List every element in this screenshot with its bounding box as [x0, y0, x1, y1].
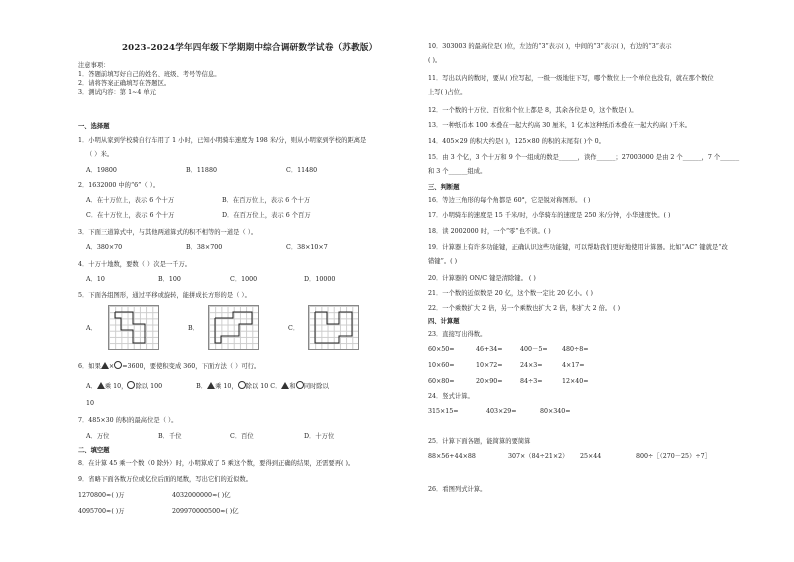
q25-text: 25．计算下面各题，能简算的要简算	[428, 438, 531, 445]
q6-opt-b-text: 乘 10，	[215, 383, 238, 390]
q9-r2-b: 209970000500≈( )亿	[172, 508, 239, 515]
q11-text: 11．写出以内的数时，要从( )位写起，一级一级地往下写，哪个数位上一个单位也没有，就在那个数位	[428, 75, 714, 82]
q16-text: 16．等边三角形的每个角都是 60°，它是锐对称图形。 ( )	[428, 197, 591, 204]
triangle-icon	[97, 382, 105, 389]
q25-c1: 88×56+44×88	[428, 453, 476, 460]
q23-r2-c1: 10×60=	[428, 362, 455, 369]
q1-text: 1．小明从家到学校骑自行车用了 1 小时，已知小明骑车速度为 198 米/分，则从小明家到学校的距离是	[78, 137, 367, 144]
q6-options	[86, 381, 329, 391]
q9-r1-b: 4032000000≈( )亿	[172, 492, 231, 499]
q26-text: 26．看图列式计算。	[428, 486, 487, 493]
q23-r2-c4: 4×17=	[562, 362, 585, 369]
q23-r1-c2: 46+34=	[476, 346, 503, 353]
q14-text: 14．405×29 的积大约是( )，125×80 的积的末尾有( )个 0。	[428, 138, 605, 145]
q6-text	[78, 361, 260, 371]
q3-opt-a: A．380×70	[86, 244, 123, 251]
section-fill: 二、填空题	[78, 447, 110, 454]
q5-figure-a	[108, 305, 159, 350]
section-calc: 四、计算题	[428, 318, 460, 325]
notes-heading: 注意事项：	[78, 62, 110, 69]
q4-opt-d: D．10000	[304, 276, 336, 283]
q7-text: 7．485×30 的积的最高位是（ ）。	[78, 417, 178, 424]
triangle-icon	[101, 362, 109, 369]
q4-text: 4．十万十地数，要数（ ）次是一千万。	[78, 261, 192, 268]
q17-text: 17．小明骑车的速度是 15 千米/时，小华骑车的速度是 250 米/分钟，小华速度快。( )	[428, 212, 671, 219]
q6-opt-a-label: A．	[86, 383, 97, 390]
q20-text: 20．计算器的 ON/C 键是清除键。 ( )	[428, 275, 536, 282]
q8-text: 8．在计算 45 乘一个数（0 除外）时，小明算成了 5 乘这个数，要得到正确的结果，还需要再( )。	[78, 460, 355, 467]
q23-r1-c1: 60×50=	[428, 346, 455, 353]
note-3: 3．测试内容：第 1~4 单元	[78, 89, 156, 96]
q10-text: 10．303003 的最高位是( )位，左边的“3”表示( )，中间的“3”表示( )，右边的“3”表示	[428, 43, 672, 50]
q5-label-a: A．	[86, 325, 97, 332]
q6-opt-b-text-2: 除以 10 C．	[245, 383, 282, 390]
q6-text-3: =3600，要使积变成 360，下面方法（ ）可行。	[122, 363, 261, 370]
q24-c2: 403×29=	[486, 408, 517, 415]
q1-text-b: （ ）米。	[86, 151, 114, 158]
section-choice: 一、选择题	[78, 123, 110, 130]
q9-r2-a: 4095700≈( )万	[78, 508, 125, 515]
q6-text-1: 6．如果	[78, 363, 101, 370]
q9-text: 9．省略下面各数万位或亿位后面的尾数，写出它们的近似数。	[78, 476, 253, 483]
page-title: 2023-2024学年四年级下学期期中综合调研数学试卷（苏教版）	[122, 43, 378, 53]
q25-c2: 307×（84÷21×2）	[508, 453, 569, 460]
q1-opt-b: B．11880	[186, 167, 217, 174]
q4-opt-a: A．10	[86, 276, 105, 283]
section-judge: 三、判断题	[428, 184, 460, 191]
q3-text: 3．下面三道算式中，与其他两道算式的积不相等的一道是（ ）。	[78, 229, 258, 236]
q18-text: 18．读 2002000 时，一个“零”也不读。( )	[428, 228, 551, 235]
note-1: 1．答题前填写好自己的姓名、班级、考号等信息。	[78, 71, 221, 78]
q23-r2-c3: 24×3=	[520, 362, 543, 369]
q1-opt-c: C．11480	[286, 167, 318, 174]
q7-opt-c: C．百位	[230, 433, 254, 440]
q12-text: 12．一个数的十万位、百位和个位上都是 8，其余各位是 0，这个数是( )。	[428, 107, 638, 114]
q15-text-b: 和 3 个______组成。	[428, 168, 487, 175]
q5-label-c: C．	[288, 325, 300, 332]
q5-text: 5．下面各组图形，通过平移或旋转，能拼成长方形的是（ ）。	[78, 292, 251, 299]
q7-opt-d: D．十万位	[304, 433, 335, 440]
q6-opt-b-label: B．	[196, 383, 208, 390]
q4-opt-c: C．1000	[230, 276, 258, 283]
q3-opt-c: C．38×10×7	[286, 244, 328, 251]
q6-opt-c-text: 同时除以	[303, 383, 329, 390]
q5-label-b: B．	[188, 325, 199, 332]
q11-text-b: 上写( )占位。	[428, 89, 467, 96]
q4-opt-b: B．100	[158, 276, 181, 283]
note-2: 2．请将答案正确填写在答题区。	[78, 80, 171, 87]
q5-figure-c	[308, 305, 359, 350]
circle-icon	[114, 361, 122, 369]
q19-text-b: 错键”。( )	[428, 258, 458, 265]
q23-r3-c1: 60×80=	[428, 378, 455, 385]
q23-r3-c4: 12×40=	[562, 378, 589, 385]
q5-figure-a-shape	[109, 306, 158, 349]
q23-r1-c3: 400－5=	[520, 346, 548, 353]
q25-c3: 25×44	[580, 453, 602, 460]
q23-text: 23．直接写出得数。	[428, 331, 487, 338]
q6-opt-a-text-2: 除以 100	[135, 383, 163, 390]
q6-tail: 10	[86, 400, 95, 407]
q1-opt-a: A．19800	[86, 167, 117, 174]
q5-figure-b-shape	[209, 306, 258, 349]
q5-figure-b	[208, 305, 259, 350]
q24-c3: 80×340=	[540, 408, 571, 415]
q6-opt-a-text: 乘 10，	[104, 383, 128, 390]
q23-r2-c2: 10×72=	[476, 362, 503, 369]
q3-opt-b: B．38×700	[186, 244, 223, 251]
q7-opt-a: A．万位	[86, 433, 110, 440]
q13-text: 13．一种纸币本 100 本叠在一起大约高 30 厘米，1 亿本这种纸币本叠在一起大约高( )千米。	[428, 122, 692, 129]
q24-c1: 315×15=	[428, 408, 459, 415]
q10-text-b: ( )。	[428, 57, 442, 64]
q2-opt-d: D．在百万位上，表示 6 个百万	[222, 212, 311, 219]
q25-c4: 800÷［（270－25）÷7］	[636, 453, 711, 460]
triangle-icon	[207, 382, 215, 389]
q24-text: 24．竖式计算。	[428, 393, 474, 400]
q15-text: 15．由 3 个亿，3 个十万和 9 个一组成的数是______，读作______；27003000 是由 2 个______，7 个______	[428, 154, 740, 161]
q2-opt-a: A．在十万位上，表示 6 个十万	[86, 197, 175, 204]
q5-figure-c-shape	[309, 306, 358, 349]
q22-text: 22．一个乘数扩大 2 倍，另一个乘数也扩大 2 倍，积扩大 2 倍。 ( )	[428, 305, 621, 312]
q23-r3-c2: 20×90=	[476, 378, 503, 385]
q2-opt-c: C．在十万位上，表示 6 个十万	[86, 212, 175, 219]
circle-icon	[238, 381, 246, 389]
q6-opt-c-and: 和	[289, 383, 296, 390]
q2-text: 2．1632000 中的“6”（ ）。	[78, 182, 160, 189]
q6-text-2: ×	[108, 363, 115, 370]
q19-text: 19．计算器上有许多功能键，正确认识这些功能键，可以帮助我们更好地使用计算器。比如“AC” 键就是“改	[428, 244, 728, 251]
q23-r1-c4: 480÷8=	[562, 346, 589, 353]
q2-opt-b: B．在百万位上，表示 6 个十万	[222, 197, 311, 204]
q23-r3-c3: 84÷3=	[520, 378, 543, 385]
circle-icon	[296, 381, 304, 389]
q7-opt-b: B．千位	[158, 433, 182, 440]
q9-r1-a: 1270800≈( )万	[78, 492, 125, 499]
q21-text: 21．一个数的近似数是 20 亿，这个数一定比 20 亿小。( )	[428, 290, 593, 297]
